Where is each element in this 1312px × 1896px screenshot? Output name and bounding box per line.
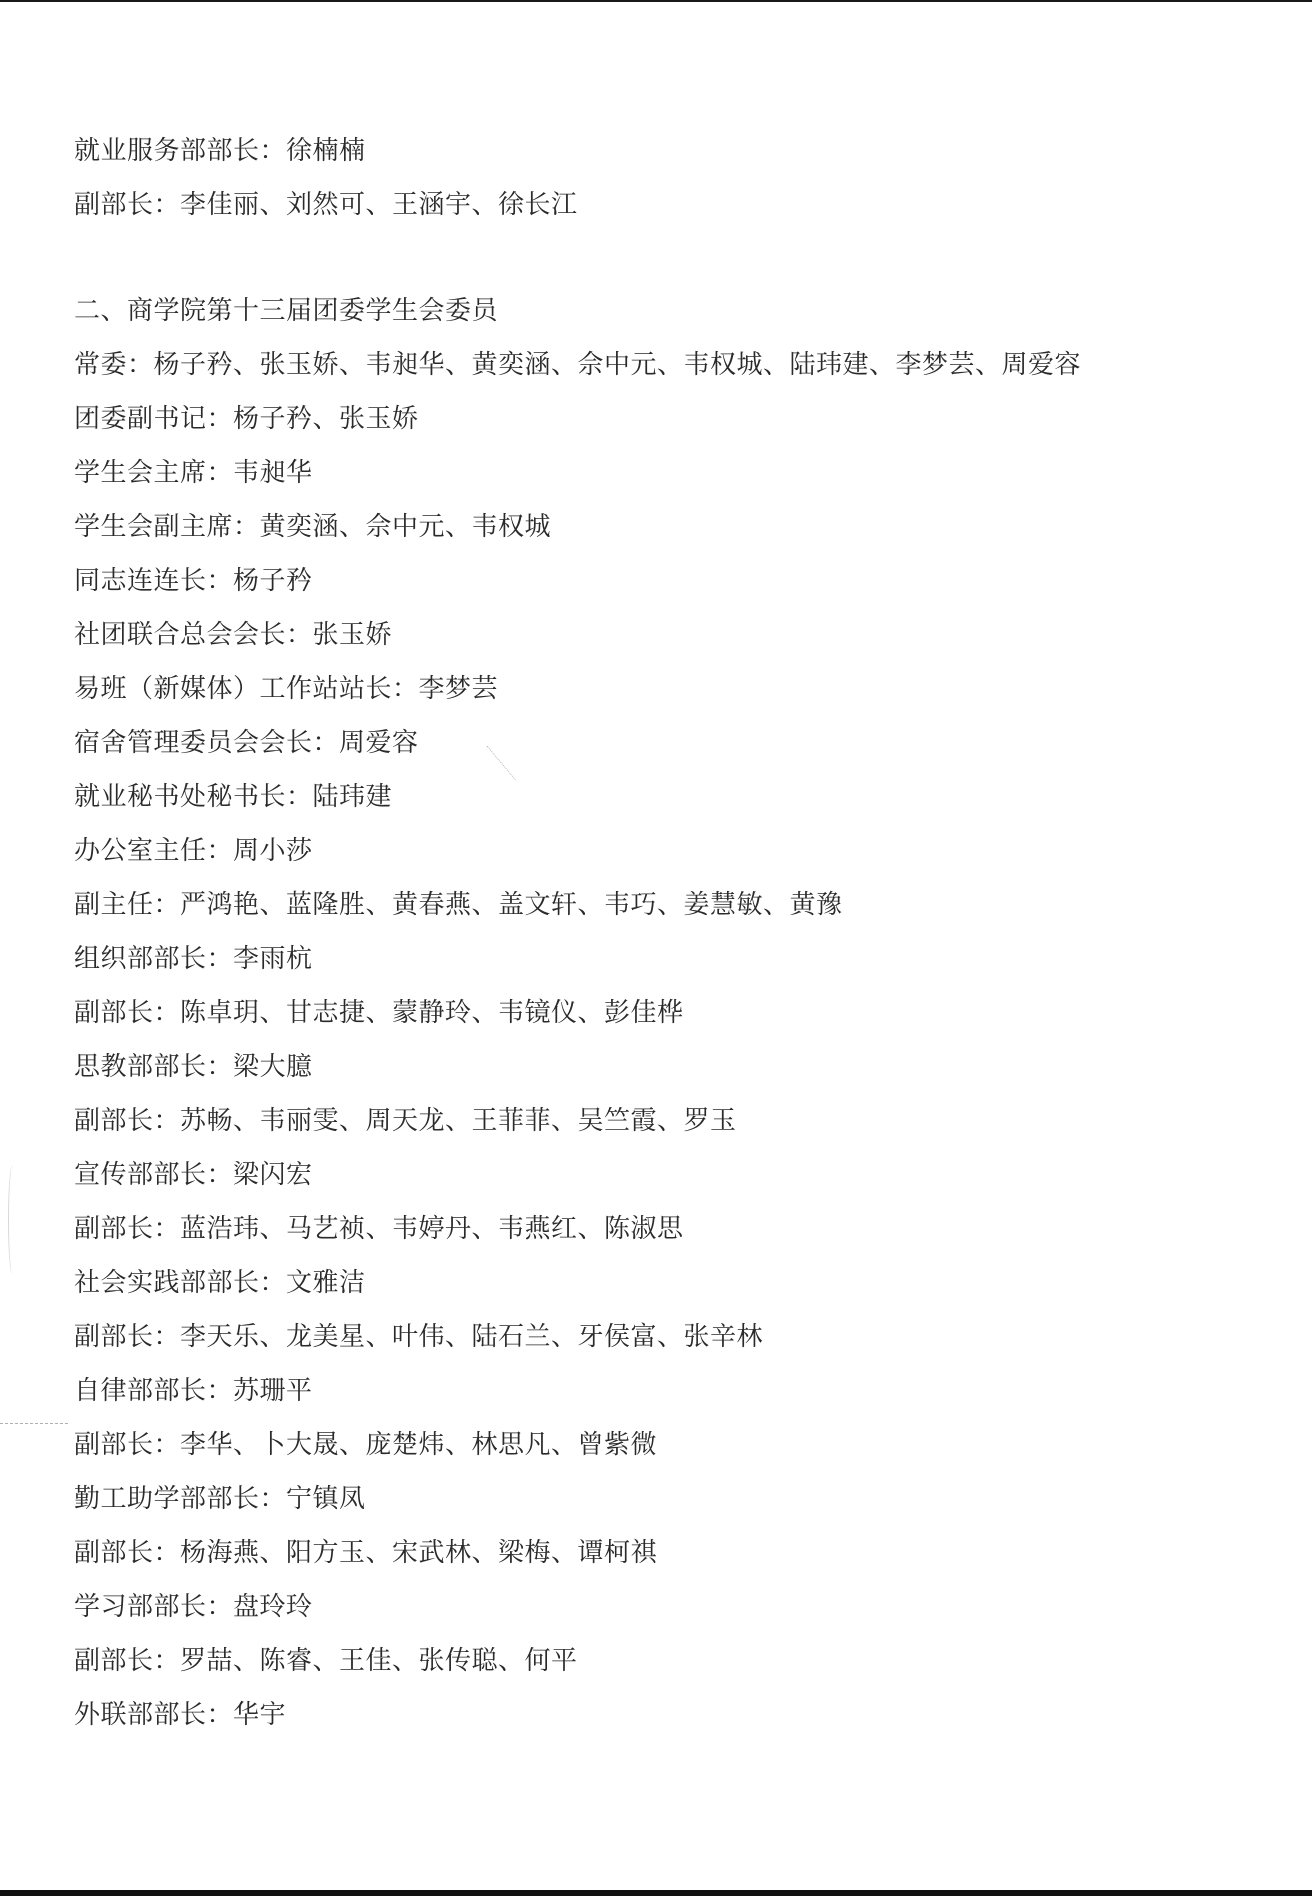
text-line: 团委副书记：杨子矜、张玉娇 (74, 404, 419, 434)
section-heading: 二、商学院第十三届团委学生会委员 (74, 296, 499, 326)
text-line: 思教部部长：梁大臆 (74, 1052, 313, 1082)
text-line: 副主任：严鸿艳、蓝隆胜、黄春燕、盖文轩、韦巧、姜慧敏、黄豫 (74, 890, 843, 920)
scan-artifact-left (8, 1165, 17, 1275)
text-line: 外联部部长：华宇 (74, 1700, 287, 1730)
text-line: 学生会副主席：黄奕涵、佘中元、韦权城 (74, 512, 552, 542)
scan-border-bottom (0, 1890, 1312, 1896)
text-line: 副部长：李天乐、龙美星、叶伟、陆石兰、牙侯富、张辛林 (74, 1322, 764, 1352)
document-body (74, 124, 1254, 1742)
text-line: 副部长：苏畅、韦丽雯、周天龙、王菲菲、吴竺霞、罗玉 (74, 1106, 737, 1136)
text-line: 学习部部长：盘玲玲 (74, 1592, 313, 1622)
text-line: 办公室主任：周小莎 (74, 836, 313, 866)
text-line: 常委：杨子矜、张玉娇、韦昶华、黄奕涵、佘中元、韦权城、陆玮建、李梦芸、周爱容 (74, 350, 1082, 380)
text-line: 勤工助学部部长：宁镇凤 (74, 1484, 366, 1514)
text-line: 社会实践部部长：文雅洁 (74, 1268, 366, 1298)
text-line: 易班（新媒体）工作站站长：李梦芸 (74, 674, 499, 704)
text-line: 学生会主席：韦昶华 (74, 458, 313, 488)
text-line: 同志连连长：杨子矜 (74, 566, 313, 596)
text-line: 宿舍管理委员会会长：周爱容 (74, 728, 419, 758)
text-line: 宣传部部长：梁闪宏 (74, 1160, 313, 1190)
text-line: 副部长：陈卓玥、甘志捷、蒙静玲、韦镜仪、彭佳桦 (74, 998, 684, 1028)
text-line: 组织部部长：李雨杭 (74, 944, 313, 974)
text-line: 副部长：李华、卜大晟、庞楚炜、林思凡、曾紫微 (74, 1430, 658, 1460)
text-line: 副部长：李佳丽、刘然可、王涵宇、徐长江 (74, 190, 578, 220)
text-line: 副部长：蓝浩玮、马艺祯、韦婷丹、韦燕红、陈淑思 (74, 1214, 684, 1244)
section-spacer (74, 232, 1254, 284)
scan-artifact-dash (0, 1423, 68, 1425)
text-line: 社团联合总会会长：张玉娇 (74, 620, 393, 650)
text-line: 副部长：罗喆、陈睿、王佳、张传聪、何平 (74, 1646, 578, 1676)
text-line: 就业秘书处秘书长：陆玮建 (74, 782, 393, 812)
text-line: 就业服务部部长：徐楠楠 (74, 136, 366, 166)
text-line: 自律部部长：苏珊平 (74, 1376, 313, 1406)
scan-border-top (0, 0, 1312, 2)
text-line: 副部长：杨海燕、阳方玉、宋武林、梁梅、谭柯祺 (74, 1538, 658, 1568)
